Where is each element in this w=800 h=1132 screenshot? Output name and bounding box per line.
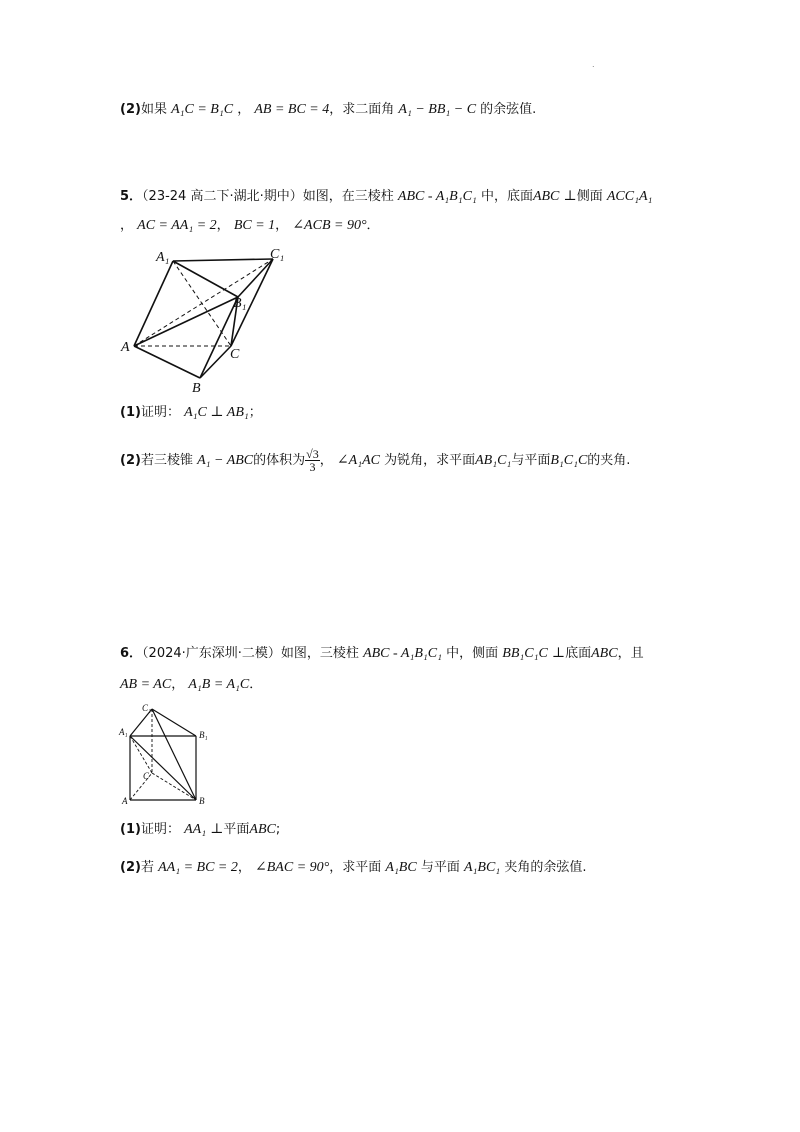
edge-a1-b (130, 736, 196, 800)
q5-part2-label: (2) (120, 453, 141, 468)
q5-stem-line1 (120, 187, 652, 207)
q5-part2-text: 若三棱锥 (140, 453, 193, 468)
q5-sep1: ， (216, 218, 230, 233)
q6-part2-text3: 与平面 (420, 860, 460, 875)
label-c: C (230, 347, 240, 362)
q6-part2-sep: ， (237, 860, 251, 875)
q5-base: ABC (532, 189, 560, 204)
q6-prism: ABC - A₁B₁C₁ (363, 646, 442, 661)
label-b1: B₁ (233, 296, 247, 311)
q6-part1-plane: ABC (249, 822, 276, 837)
q6-part1 (120, 820, 280, 840)
q5-cond1: AC = AA₁ = 2 (137, 218, 217, 233)
perp-symbol: ⊥ (551, 646, 566, 661)
q6-part1-text2: 平面 (223, 822, 250, 837)
q6-part1-expr: AA₁ (184, 822, 207, 837)
label-a: A (121, 340, 130, 355)
q6-plane2: A₁BC₁ (464, 860, 501, 875)
q6-cond2: A₁B = A₁C (188, 677, 250, 692)
q5-part2 (120, 448, 630, 473)
q5-text2: 侧面 (576, 189, 603, 204)
label-b: B (199, 796, 205, 806)
q6-number: 6． (120, 646, 143, 661)
fraction-denominator: 3 (309, 460, 316, 474)
q6-end: ． (249, 677, 263, 692)
q5-part2-text4: 与平面 (511, 453, 551, 468)
q5-part1-text: 证明： (140, 405, 180, 420)
q5-intro: 如图，在三棱柱 (302, 189, 394, 204)
q5-part2-text3: 为锐角，求平面 (384, 453, 476, 468)
q6-stem-line1 (120, 644, 644, 664)
q6-part1-text: 证明： (140, 822, 180, 837)
q6-text2: 底面 (565, 646, 592, 661)
q6-stem-line2 (120, 675, 262, 695)
label-c1: C₁ (270, 247, 285, 262)
q4-part2 (120, 100, 536, 120)
q5-part2-text2: 的体积为 (253, 453, 306, 468)
q5-source: （23-24 高二下·湖北·期中） (142, 189, 303, 204)
q6-text1: 中，侧面 (446, 646, 499, 661)
q6-part2-text: 若 (140, 860, 154, 875)
q6-part2-text2: ，求平面 (329, 860, 382, 875)
edge-a1-b1 (173, 261, 238, 297)
q5-part1-end: ； (248, 405, 262, 420)
q6-cond1: AA₁ = BC = 2 (158, 860, 238, 875)
q5-face: ACC₁A₁ (606, 189, 653, 204)
q6-part2-label: (2) (120, 860, 141, 875)
perp-symbol: ⊥ (563, 189, 577, 204)
q6-intro: 如图，三棱柱 (280, 646, 359, 661)
edge-a-b1 (134, 297, 238, 346)
q6-text3: ，且 (617, 646, 644, 661)
q5-part2-sep: ， (319, 453, 333, 468)
q4-text3: 的余弦值. (480, 102, 537, 117)
edge-a1-c1 (130, 709, 152, 736)
q4-cond1: A₁C = B₁C (171, 102, 234, 117)
label-a1: A₁ (156, 250, 170, 265)
fraction-numerator: √3 (306, 447, 319, 461)
q6-part2 (120, 858, 586, 878)
q5-part1 (120, 403, 262, 423)
q5-cond2: BC = 1 (233, 218, 276, 233)
label-a1: A₁ (119, 727, 128, 737)
q5-pyramid: A₁ − ABC (197, 453, 254, 468)
q4-text2: ，求二面角 (329, 102, 395, 117)
label-c: C (143, 771, 150, 781)
q6-base: ABC (591, 646, 618, 661)
q5-cond3: ∠ACB = 90° (292, 218, 367, 233)
q6-plane1: A₁BC (385, 860, 417, 875)
q5-stem-line2 (120, 216, 380, 236)
label-a: A (122, 796, 128, 806)
label-c1: C₁ (142, 703, 152, 713)
q6-prism-figure (118, 700, 218, 810)
q6-part2-text4: 夹角的余弦值. (504, 860, 587, 875)
q4-cond2: AB = BC = 4 (254, 102, 330, 117)
q6-sep: ， (171, 677, 185, 692)
perp-symbol: ⊥ (210, 822, 224, 837)
q4-sep: ， (237, 102, 251, 117)
q5-part1-label: (1) (120, 405, 141, 420)
edge-a1-c1 (173, 259, 273, 261)
q5-prism: ABC - A₁B₁C₁ (397, 189, 477, 204)
q5-angle: ∠A₁AC (336, 453, 380, 468)
q5-prism-figure (118, 245, 293, 395)
q5-end: ． (366, 218, 380, 233)
q4-part2-text: 如果 (140, 102, 167, 117)
q4-angle: A₁ − BB₁ − C (398, 102, 477, 117)
q5-lead-comma: ， (120, 218, 134, 233)
header-mark: . (592, 60, 595, 69)
label-b: B (192, 381, 201, 395)
q5-part1-expr: A₁C ⊥ AB₁ (184, 405, 249, 420)
q6-part1-label: (1) (120, 822, 141, 837)
q6-source: （2024·广东深圳·二模） (142, 646, 281, 661)
q5-number: 5． (120, 189, 143, 204)
volume-fraction (305, 448, 320, 473)
q5-sep2: ， (275, 218, 289, 233)
edge-a-b (134, 346, 200, 378)
q5-plane2: B₁C₁C (550, 453, 588, 468)
q5-text1: 中，底面 (480, 189, 533, 204)
q4-part2-label: (2) (120, 102, 141, 117)
edge-b-c (200, 346, 231, 378)
q6-cond2: ∠BAC = 90° (255, 860, 330, 875)
q5-part2-text5: 的夹角. (587, 453, 631, 468)
q6-cond1: AB = AC (120, 677, 172, 692)
q6-face: BB₁C₁C (502, 646, 548, 661)
q6-part1-end: ; (275, 822, 281, 837)
q5-plane1: AB₁C₁ (475, 453, 512, 468)
label-b1: B₁ (199, 730, 208, 740)
